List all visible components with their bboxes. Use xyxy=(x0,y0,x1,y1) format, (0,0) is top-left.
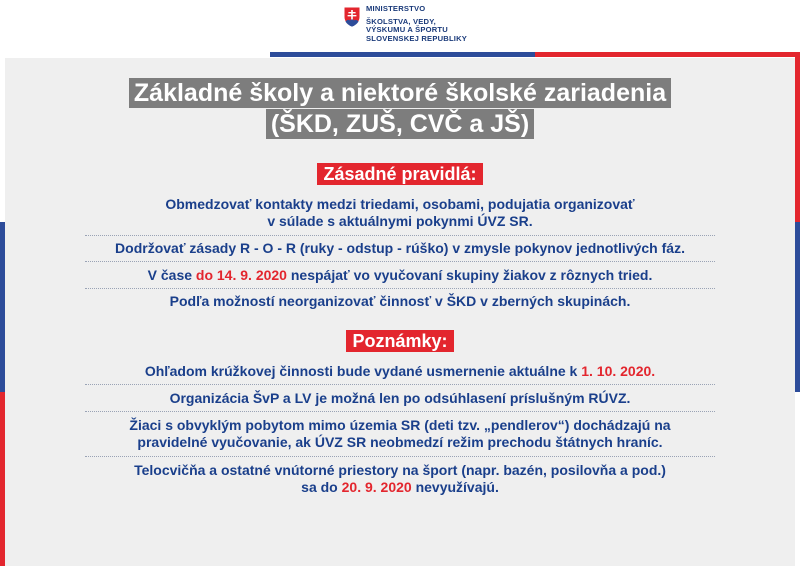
right-edge-blue xyxy=(795,222,800,392)
list-item: Ohľadom krúžkovej činnosti bude vydané usmernenie aktuálne k 1. 10. 2020. xyxy=(85,360,715,385)
top-bar-white xyxy=(0,52,270,57)
list-item: Podľa možností neorganizovať činnosť v ŠKD v zberných skupinách. xyxy=(169,293,631,309)
ministry-line-3: VÝSKUMU A ŠPORTU xyxy=(366,25,448,35)
rules-heading: Zásadné pravidlá: xyxy=(0,163,800,185)
page-title-line-2: (ŠKD, ZUŠ, CVČ a JŠ) xyxy=(0,109,800,139)
rules-list xyxy=(85,196,715,313)
list-item: V čase do 14. 9. 2020 nespájať vo vyučovaní skupiny žiakov z rôznych tried. xyxy=(85,262,715,289)
ministry-line-2: ŠKOLSTVA, VEDY, xyxy=(366,16,436,26)
top-bar-red xyxy=(535,52,800,57)
slovak-coat-of-arms-icon xyxy=(343,6,361,28)
ministry-name xyxy=(366,5,467,43)
list-item: Obmedzovať kontakty medzi triedami, osobami, podujatia organizovať v súlade s aktuálnymi pokynmi ÚVZ SR. xyxy=(85,196,715,236)
list-item: Telocvičňa a ostatné vnútorné priestory na šport (napr. bazén, posilovňa a pod.) sa do 20. 9. 2020 nevyužívajú. xyxy=(134,462,666,495)
list-item: Dodržovať zásady R - O - R (ruky - odstup - rúško) v zmysle pokynov jednotlivých fáz. xyxy=(85,236,715,262)
list-item: Organizácia ŠvP a LV je možná len po odsúhlasení príslušným RÚVZ. xyxy=(85,385,715,412)
right-edge-white xyxy=(795,392,800,566)
left-edge-blue xyxy=(0,222,5,392)
ministry-line-1: MINISTERSTVO xyxy=(366,4,426,13)
top-bar-blue xyxy=(270,52,535,57)
header xyxy=(0,0,800,52)
notes-heading: Poznámky: xyxy=(0,330,800,352)
page-title-line-1: Základné školy a niektoré školské zariadenia xyxy=(0,78,800,108)
notes-list xyxy=(85,360,715,501)
ministry-line-4: SLOVENSKEJ REPUBLIKY xyxy=(366,33,468,43)
left-edge-red xyxy=(0,392,5,566)
list-item: Žiaci s obvyklým pobytom mimo územia SR (deti tzv. „pendlerov“) dochádzajú na pravidelné vyučovanie, ak ÚVZ SR neobmedzí režim prechodu štátnych hraníc. xyxy=(85,412,715,457)
